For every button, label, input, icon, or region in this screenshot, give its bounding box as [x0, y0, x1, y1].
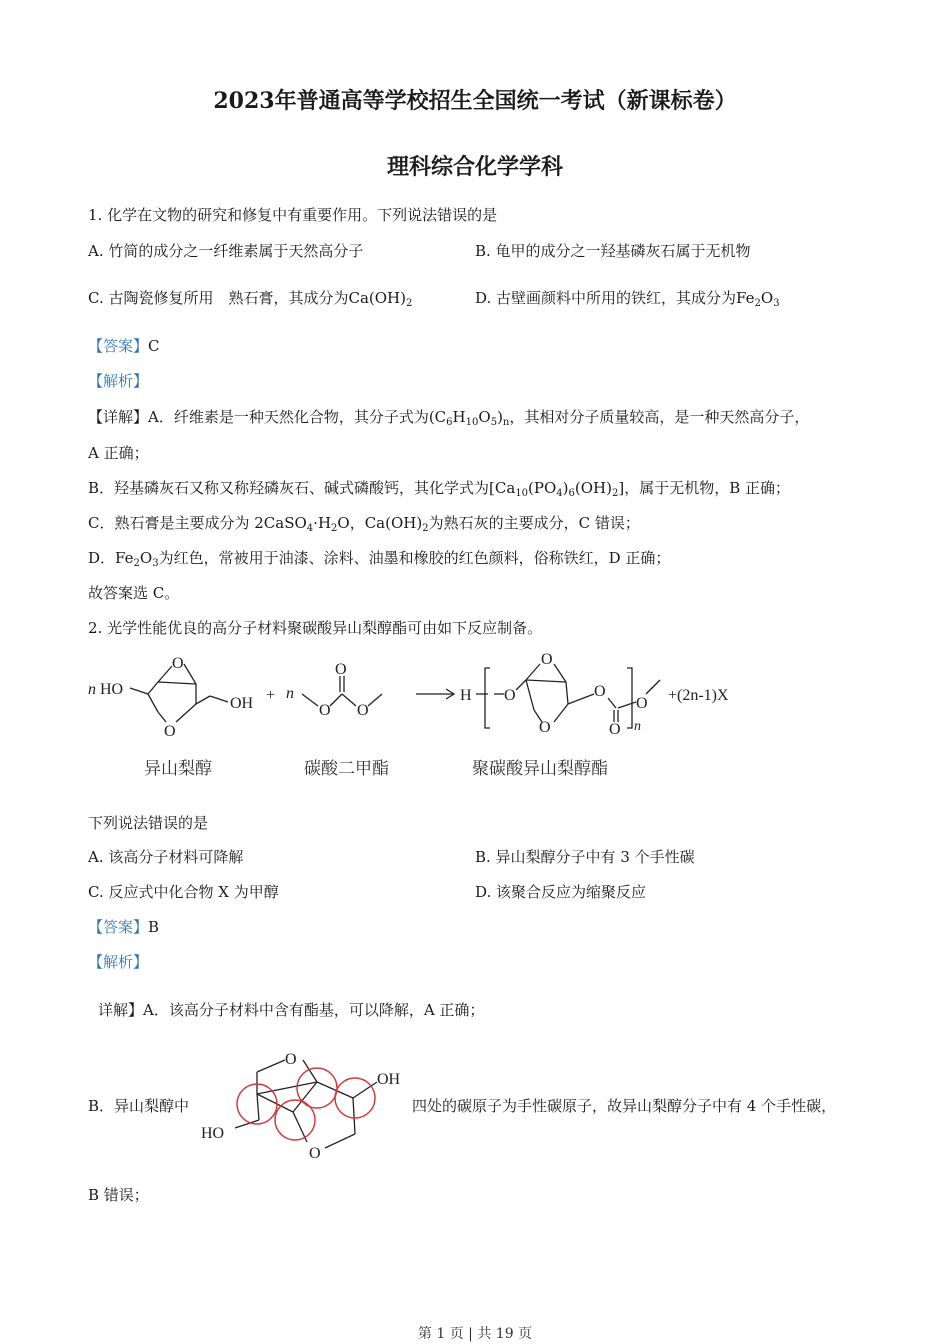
q1-option-d: D. 古壁画颜料中所用的铁红，其成分为$Fe_2O_3$	[475, 289, 780, 309]
q2-option-a: A. 该高分子材料可降解	[88, 848, 244, 866]
o-label: O	[504, 687, 516, 704]
isosorbide-chiral-figure	[195, 1040, 415, 1170]
o-label: O	[172, 655, 184, 672]
q2-detail-b-post: 四处的碳原子为手性碳原子，故异山梨醇分子中有 4 个手性碳，	[412, 1097, 837, 1115]
o-label: O	[335, 661, 347, 678]
q2-detail-b-cont: B 错误；	[88, 1186, 149, 1204]
scheme-label-dimethyl-carbonate: 碳酸二甲酯	[304, 759, 389, 779]
q1-detail-a-cont: A 正确；	[88, 444, 149, 462]
o-label: O	[609, 721, 621, 738]
scheme-label-isosorbide: 异山梨醇	[144, 759, 212, 779]
page-number: 第 1 页 | 共 19 页	[417, 1326, 533, 1342]
o-label: O	[285, 1051, 297, 1068]
chiral-center-marker	[275, 1100, 315, 1140]
q1-option-b: B. 龟甲的成分之一羟基磷灰石属于无机物	[475, 242, 751, 260]
q2-answer: 【答案】B	[88, 918, 160, 936]
oh-label: OH	[377, 1071, 401, 1088]
o-label: O	[636, 695, 648, 712]
scheme-label-polymer: 聚碳酸异山梨醇酯	[472, 759, 608, 779]
o-label: O	[539, 719, 551, 736]
q1-answer: 【答案】C	[88, 337, 160, 355]
q2-detail-b-pre: B．异山梨醇中	[88, 1097, 190, 1115]
ho-label: HO	[100, 681, 124, 698]
page-title: 2023年普通高等学校招生全国统一考试（新课标卷）	[213, 88, 737, 114]
q1-detail-a: 【详解】A．纤维素是一种天然化合物，其分子式为$(C_6H_{10}O_5)_n$，其相对分子质量较高，是一种天然高分子，	[88, 408, 810, 428]
q2-option-b: B. 异山梨醇分子中有 3 个手性碳	[475, 848, 695, 866]
q1-analysis-tag: 【解析】	[88, 372, 149, 390]
subscript-n: n	[634, 719, 641, 734]
page-subtitle: 理科综合化学学科	[386, 154, 563, 180]
q1-conclusion: 故答案选 C。	[88, 584, 180, 602]
reaction-scheme	[80, 650, 780, 745]
q2-option-d: D. 该聚合反应为缩聚反应	[475, 883, 647, 901]
ho-label: HO	[201, 1125, 225, 1142]
o-label: O	[319, 702, 331, 719]
o-label: O	[594, 683, 606, 700]
q1-stem: 1. 化学在文物的研究和修复中有重要作用。下列说法错误的是	[88, 206, 498, 224]
q1-option-a: A. 竹简的成分之一纤维素属于天然高分子	[88, 242, 364, 260]
chiral-center-marker	[335, 1078, 375, 1118]
h-label: H	[460, 687, 472, 704]
q1-detail-d: D．$Fe_2O_3$为红色，常被用于油漆、涂料、油墨和橡胶的红色颜料，俗称铁红，D 正确；	[88, 549, 671, 569]
q1-option-c: C. 古陶瓷修复所用 熟石膏，其成分为$Ca(OH)_2$	[88, 289, 413, 309]
o-label: O	[309, 1145, 321, 1162]
q1-detail-b: B．羟基磷灰石又称又称羟磷灰石、碱式磷酸钙，其化学式为$[Ca_{10}(PO_4)_6(OH)_2]$，属于无机物，B 正确；	[88, 479, 791, 499]
q2-analysis-tag: 【解析】	[88, 953, 149, 971]
oh-label: OH	[230, 695, 254, 712]
q2-stem: 2. 光学性能优良的高分子材料聚碳酸异山梨醇酯可由如下反应制备。	[88, 619, 543, 637]
plus-sign: +	[266, 687, 276, 704]
q2-detail-a: 详解】A．该高分子材料中含有酯基，可以降解，A 正确；	[98, 1001, 485, 1019]
o-label: O	[357, 702, 369, 719]
q2-lead: 下列说法错误的是	[88, 814, 209, 832]
bond-line	[130, 688, 148, 694]
byproduct: +(2n-1)X	[668, 687, 729, 704]
coef-n2: n	[286, 685, 294, 702]
q1-detail-c: C．熟石膏是主要成分为 $2CaSO_4\cdot H_2O$，$Ca(OH)_2$为熟石灰的主要成分，C 错误；	[88, 514, 640, 534]
q2-option-c: C. 反应式中化合物 X 为甲醇	[88, 883, 279, 901]
o-label: O	[164, 723, 176, 740]
o-label: O	[541, 651, 553, 668]
coef-n1: n	[88, 681, 96, 698]
